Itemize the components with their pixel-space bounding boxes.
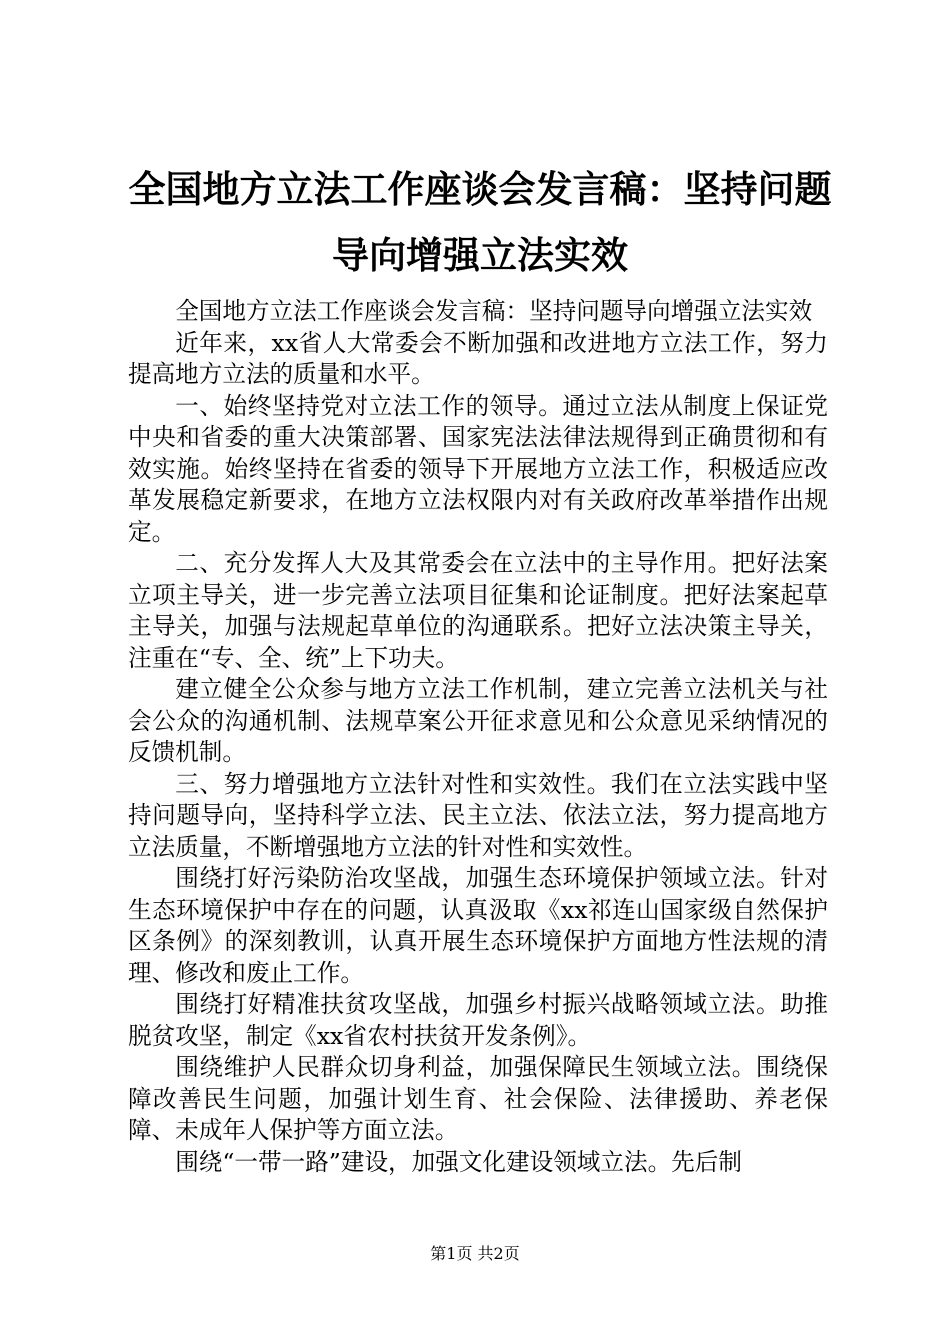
paragraph: 围绕打好污染防治攻坚战，加强生态环境保护领域立法。针对生态环境保护中存在的问题，认真汲取《xx祁连山国家级自然保护区条例》的深刻教训，认真开展生态环境保护方面地方性法规的清理、修改和废止工作。 [128,864,828,987]
paragraph: 近年来，xx省人大常委会不断加强和改进地方立法工作，努力提高地方立法的质量和水平。 [128,328,828,388]
paragraph: 全国地方立法工作座谈会发言稿：坚持问题导向增强立法实效 [175,297,813,325]
document-body [128,296,828,1178]
paragraph: 围绕打好精准扶贫攻坚战，加强乡村振兴战略领域立法。助推脱贫攻坚，制定《xx省农村扶贫开发条例》。 [128,990,828,1050]
paragraph: 一、始终坚持党对立法工作的领导。通过立法从制度上保证党中央和省委的重大决策部署、国家宪法法律法规得到正确贯彻和有效实施。始终坚持在省委的领导下开展地方立法工作，积极适应改革发展稳定新要求，在地方立法权限内对有关政府改革举措作出规定。 [128,391,828,546]
page-number-footer: 第1页 共2页 [430,1244,520,1263]
paragraph: 二、充分发挥人大及其常委会在立法中的主导作用。把好法案立项主导关，进一步完善立法项目征集和论证制度。把好法案起草主导关，加强与法规起草单位的沟通联系。把好立法决策主导关，注重在“专、全、统”上下功夫。 [128,549,828,672]
paragraph: 三、努力增强地方立法针对性和实效性。我们在立法实践中坚持问题导向，坚持科学立法、民主立法、依法立法，努力提高地方立法质量，不断增强地方立法的针对性和实效性。 [128,769,828,861]
paragraph: 围绕维护人民群众切身利益，加强保障民生领域立法。围绕保障改善民生问题，加强计划生育、社会保险、法律援助、养老保障、未成年人保护等方面立法。 [128,1053,828,1144]
document-title: 全国地方立法工作座谈会发言稿：坚持问题导向增强立法实效 [128,167,832,277]
paragraph: 围绕“一带一路”建设，加强文化建设领域立法。先后制 [175,1147,742,1176]
paragraph: 建立健全公众参与地方立法工作机制，建立完善立法机关与社会公众的沟通机制、法规草案公开征求意见和公众意见采纳情况的反馈机制。 [128,675,828,766]
